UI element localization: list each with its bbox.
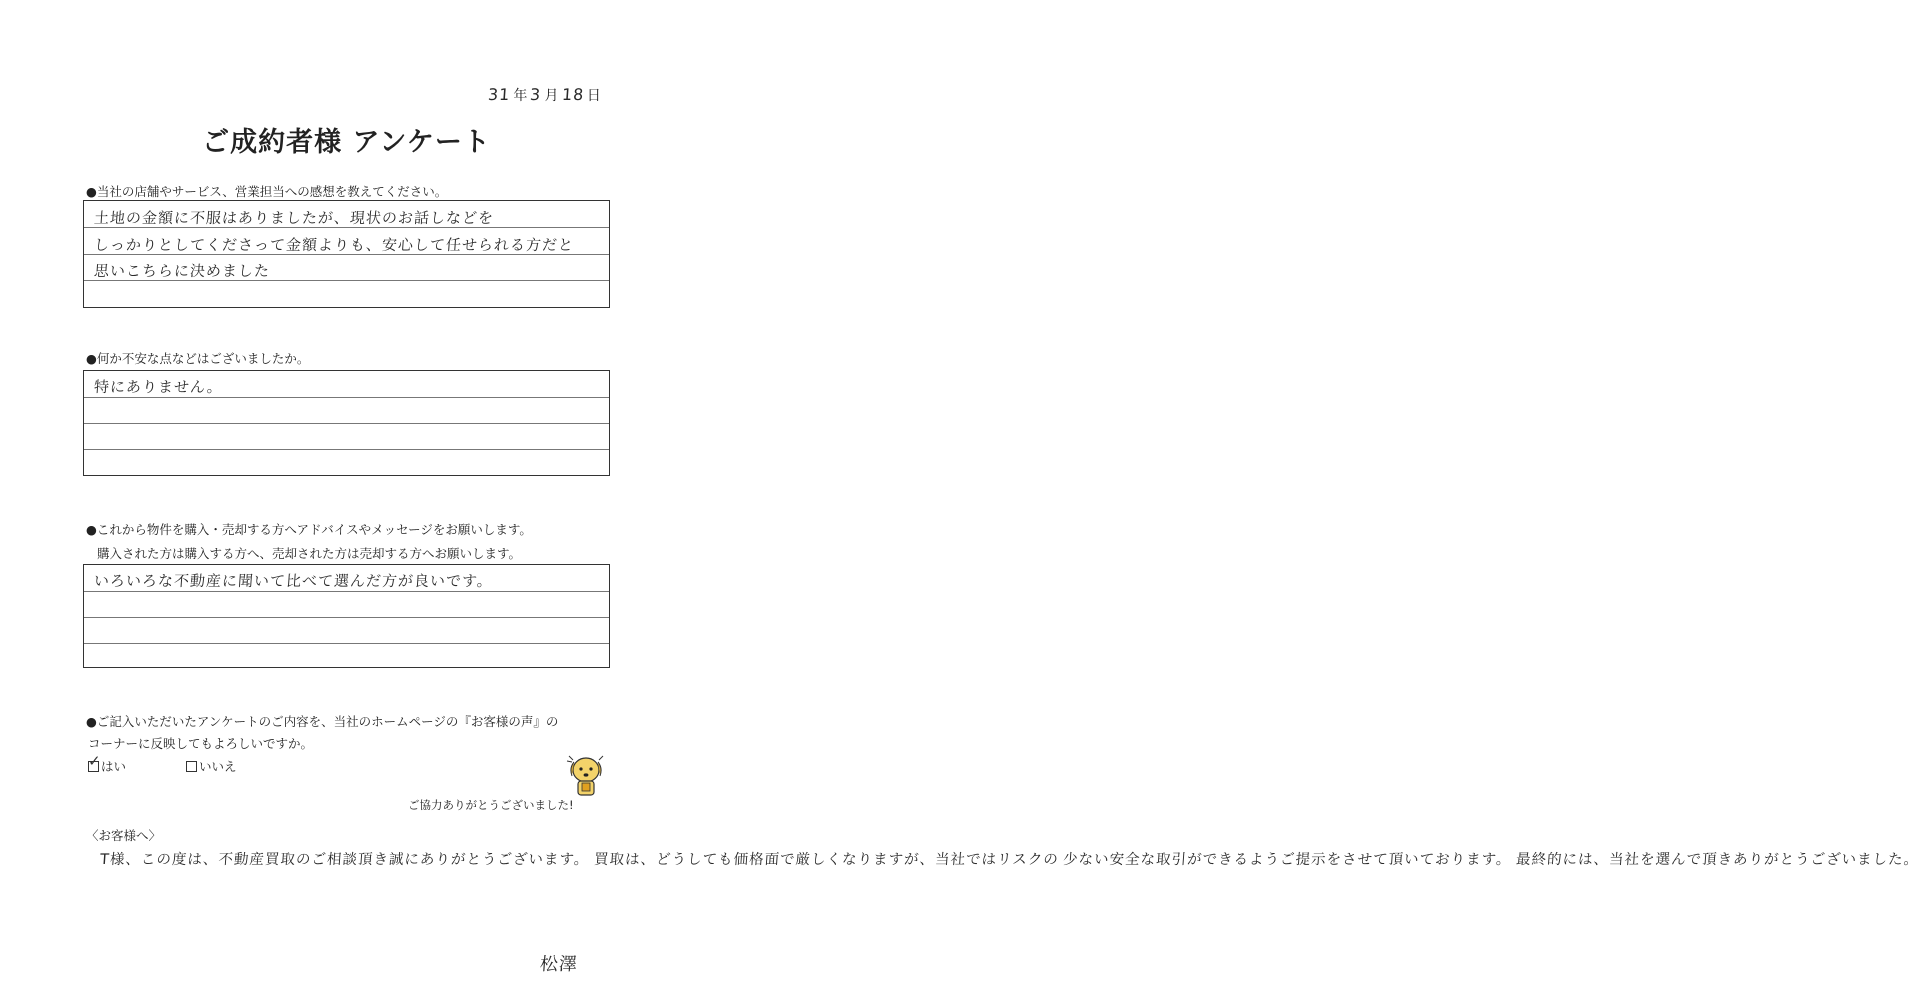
date-day: 18	[560, 85, 585, 104]
checkbox-no[interactable]	[186, 761, 197, 772]
page-title: ご成約者様 アンケート	[202, 127, 491, 158]
option-no[interactable]	[186, 757, 237, 775]
question-3-label-line-2: 購入された方は購入する方へ、売却された方は売却する方へお願いします。	[97, 546, 522, 561]
checkbox-yes[interactable]	[88, 751, 101, 772]
option-yes[interactable]	[88, 751, 127, 775]
customer-message	[99, 848, 1920, 873]
question-2-label: ●何か不安な点などはございましたか。	[86, 351, 310, 366]
answer-box-1	[83, 200, 610, 308]
customer-message-line-2: 買取は、どうしても価格面で厳しくなりますが、当社ではリスクの	[593, 852, 1060, 868]
question-4-label-line-1: ●ご記入いただいたアンケートのご内容を、当社のホームページの『お客様の声』の	[86, 714, 559, 729]
option-no-label: いいえ	[199, 759, 237, 774]
date	[488, 85, 601, 105]
answer-box-3	[83, 564, 610, 668]
answer-1-line-3: 思いこちらに決めました	[93, 262, 271, 280]
date-month: 3	[529, 85, 543, 104]
customer-message-line-1: T様、この度は、不動産買取のご相談頂き誠にありがとうございます。	[99, 852, 590, 868]
answer-1-line-2: しっかりとしてくださって金額よりも、安心して任せられる方だと	[93, 236, 575, 254]
question-4-label-line-2: コーナーに反映してもよろしいですか。	[88, 736, 314, 751]
consent-options	[88, 751, 237, 775]
answer-2-line-1: 特にありません。	[93, 378, 224, 396]
answer-1-line-1: 土地の金額に不服はありましたが、現状のお話しなどを	[93, 209, 495, 227]
question-1-label: ●当社の店舗やサービス、営業担当への感想を教えてください。	[86, 184, 448, 199]
signature: 松澤	[539, 954, 579, 975]
date-month-unit: 月	[544, 88, 559, 104]
customer-message-line-4: 最終的には、当社を選んで頂きありがとうございました。	[1515, 852, 1920, 868]
date-day-unit: 日	[586, 88, 601, 104]
dog-mascot-icon	[565, 750, 607, 800]
answer-3-line-1: いろいろな不動産に聞いて比べて選んだ方が良いです。	[93, 572, 494, 590]
date-year: 31	[487, 85, 512, 104]
question-3-label-line-1: ●これから物件を購入・売却する方へアドバイスやメッセージをお願いします。	[86, 522, 532, 537]
customer-message-line-3: 少ない安全な取引ができるようご提示をさせて頂いております。	[1062, 852, 1513, 868]
customer-section-label: 〈お客様へ〉	[86, 828, 162, 843]
date-year-unit: 年	[513, 88, 528, 104]
option-yes-label: はい	[101, 759, 127, 774]
checkmark-icon: ✓	[88, 751, 101, 770]
thanks-message: ご協力ありがとうございました!	[408, 798, 574, 812]
answer-box-2	[83, 370, 610, 476]
